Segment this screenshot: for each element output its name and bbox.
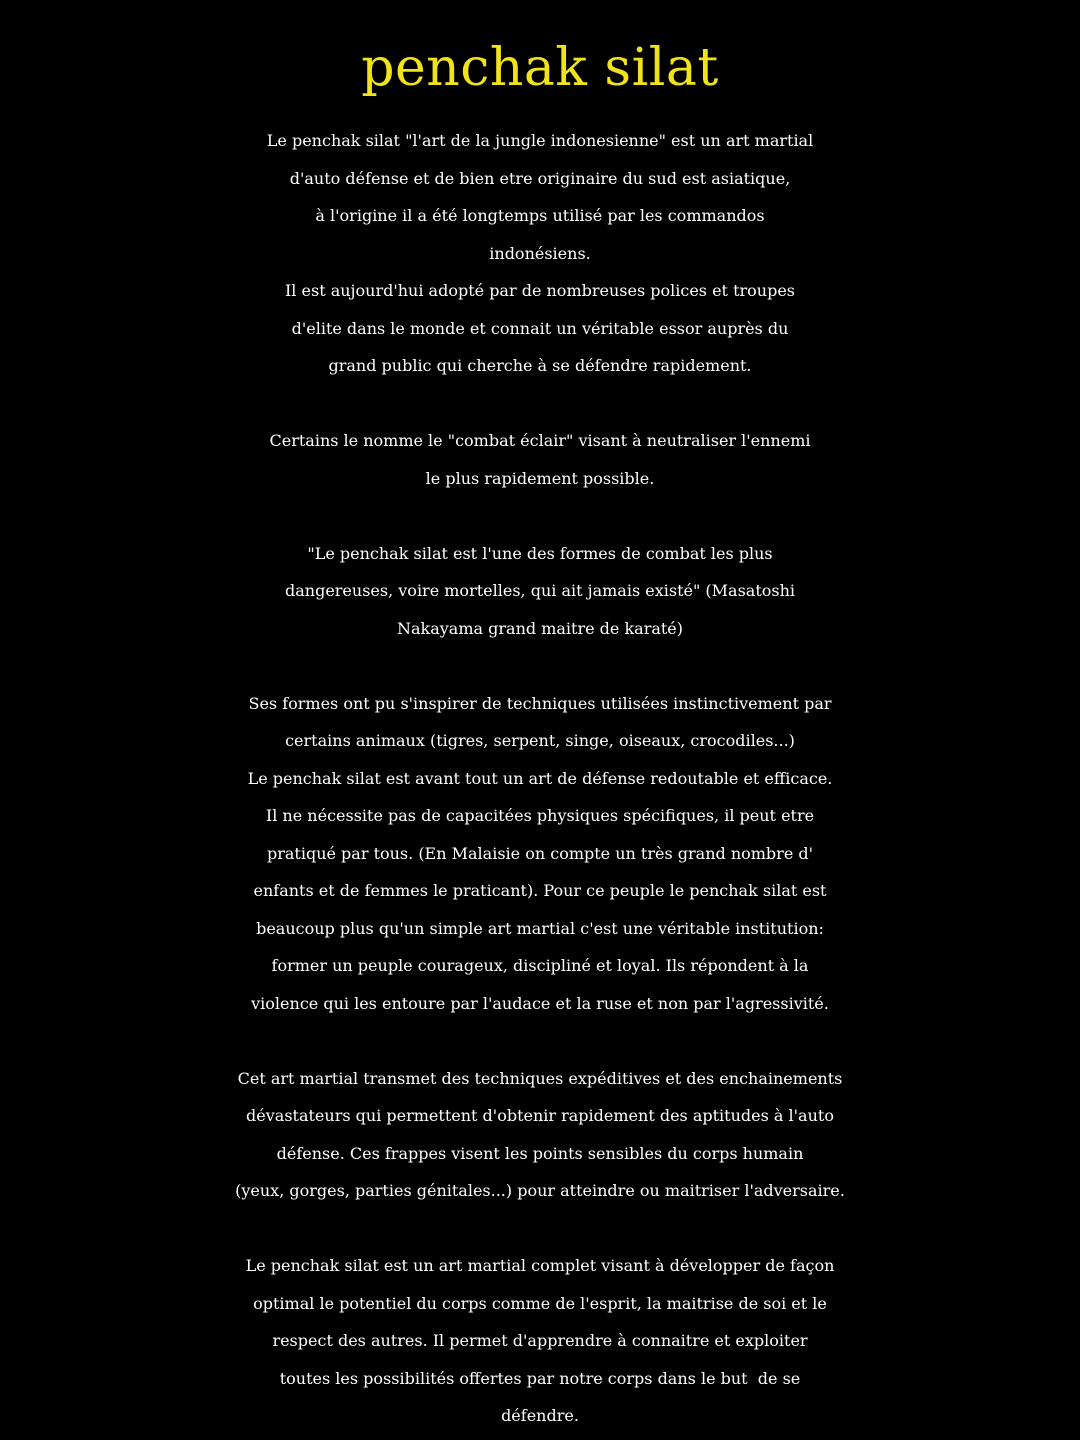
paragraph-gap: [0, 1210, 1080, 1248]
text-line: Il ne nécessite pas de capacitées physiques spécifiques, il peut etre: [265, 806, 815, 825]
text-line: d'elite dans le monde et connait un véritable essor auprès du: [291, 318, 789, 338]
text-line: indonésiens.: [489, 243, 591, 263]
text-line: beaucoup plus qu'un simple art martial c'est une véritable institution:: [256, 918, 824, 938]
paragraph-intro: [0, 122, 1080, 385]
text-line: Le penchak silat est un art martial complet visant à développer de façon: [245, 1256, 835, 1275]
text-line: Le penchak silat est avant tout un art de défense redoutable et efficace.: [247, 768, 833, 788]
text-line: Il est aujourd'hui adopté par de nombreuses polices et troupes: [284, 281, 796, 300]
paragraph-gap: [0, 1022, 1080, 1060]
text-line: grand public qui cherche à se défendre rapidement.: [328, 356, 752, 375]
text-line: certains animaux (tigres, serpent, singe, oiseaux, crocodiles...): [285, 731, 795, 750]
text-line: Nakayama grand maitre de karaté): [396, 618, 684, 638]
text-line: former un peuple courageux, discipliné et loyal. Ils répondent à la: [271, 956, 809, 975]
text-line: respect des autres. Il permet d'apprendre à connaitre et exploiter: [272, 1331, 808, 1350]
text-line: "Le penchak silat est l'une des formes de combat les plus: [307, 543, 773, 563]
paragraph-gap: [0, 385, 1080, 423]
text-line: Ses formes ont pu s'inspirer de techniques utilisées instinctivement par: [248, 693, 832, 713]
text-line: Certains le nomme le "combat éclair" visant à neutraliser l'ennemi: [269, 431, 811, 450]
paragraph-quote: [0, 535, 1080, 648]
text-line: enfants et de femmes le praticant). Pour ce peuple le penchak silat est: [253, 881, 827, 900]
text-line: défendre.: [501, 1406, 579, 1425]
paragraph-techniques: [0, 1060, 1080, 1210]
text-line: à l'origine il a été longtemps utilisé par les commandos: [315, 206, 765, 225]
text-line: d'auto défense et de bien etre originaire du sud est asiatique,: [289, 168, 791, 188]
text-line: pratiqué par tous. (En Malaisie on compte un très grand nombre d': [266, 843, 814, 863]
text-line: (yeux, gorges, parties génitales...) pour atteindre ou maitriser l'adversaire.: [235, 1181, 845, 1200]
paragraph-formes: [0, 685, 1080, 1023]
text-line: dangereuses, voire mortelles, qui ait jamais existé" (Masatoshi: [284, 581, 796, 600]
paragraph-combat-eclair: [0, 422, 1080, 497]
text-line: le plus rapidement possible.: [425, 468, 655, 488]
body-text: [0, 122, 1080, 1435]
paragraph-complet: [0, 1247, 1080, 1435]
text-line: toutes les possibilités offertes par notre corps dans le but de se: [279, 1368, 801, 1388]
text-line: Cet art martial transmet des techniques expéditives et des enchainements: [237, 1068, 843, 1088]
text-line: violence qui les entoure par l'audace et la ruse et non par l'agressivité.: [251, 993, 829, 1013]
paragraph-gap: [0, 647, 1080, 685]
text-line: Le penchak silat "l'art de la jungle indonesienne" est un art martial: [266, 131, 814, 150]
paragraph-gap: [0, 497, 1080, 535]
text-line: défense. Ces frappes visent les points sensibles du corps humain: [276, 1143, 804, 1163]
text-line: optimal le potentiel du corps comme de l'esprit, la maitrise de soi et le: [253, 1293, 827, 1313]
text-line: dévastateurs qui permettent d'obtenir rapidement des aptitudes à l'auto: [246, 1106, 834, 1125]
page-title: penchak silat: [361, 38, 719, 98]
